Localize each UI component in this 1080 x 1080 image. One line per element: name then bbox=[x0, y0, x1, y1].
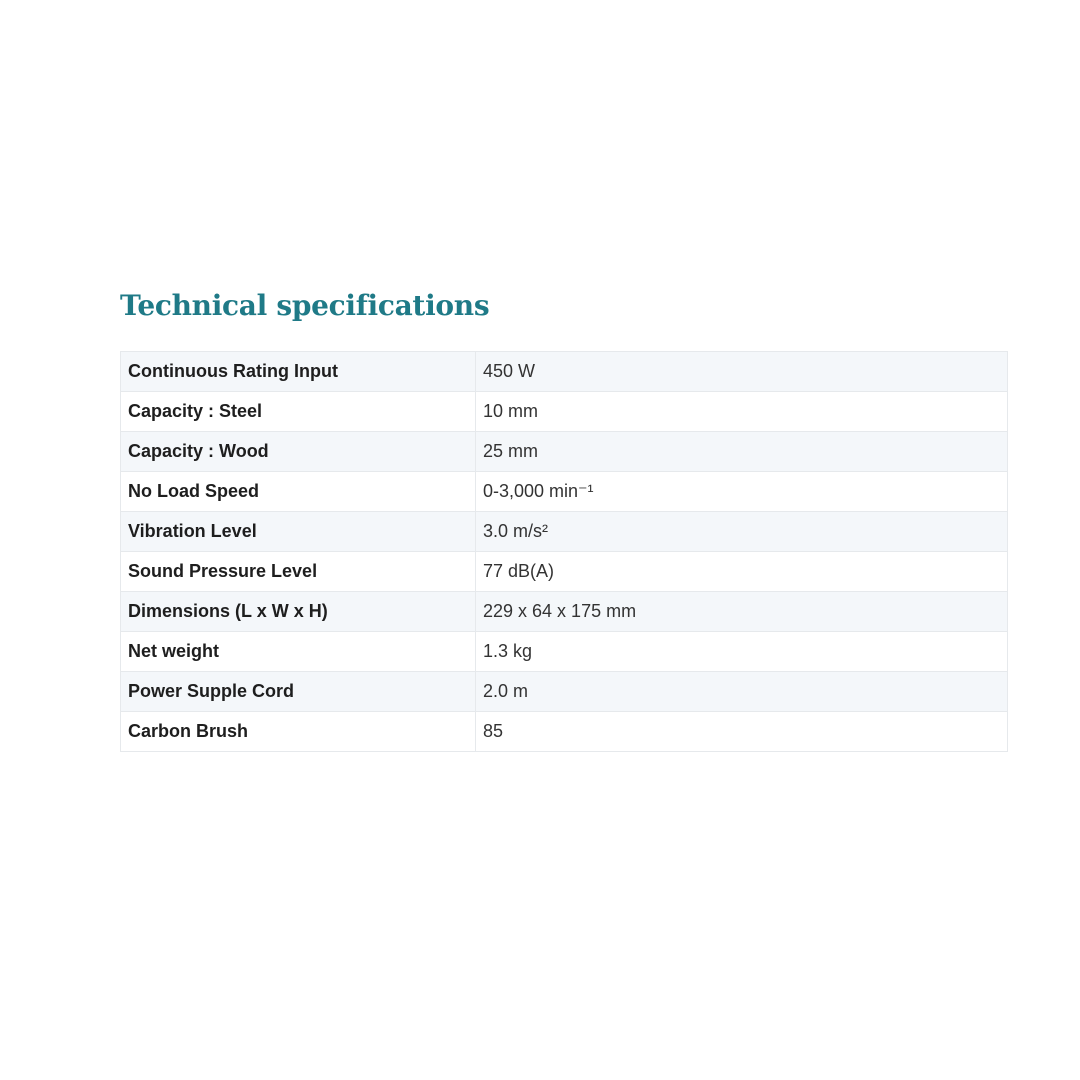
table-row bbox=[121, 512, 1008, 552]
spec-label: Capacity : Wood bbox=[121, 432, 476, 472]
table-row bbox=[121, 432, 1008, 472]
spec-value: 229 x 64 x 175 mm bbox=[476, 592, 1008, 632]
spec-label: Carbon Brush bbox=[121, 712, 476, 752]
table-row bbox=[121, 352, 1008, 392]
spec-label: Capacity : Steel bbox=[121, 392, 476, 432]
section-title: Technical specifications bbox=[120, 289, 490, 322]
table-row bbox=[121, 672, 1008, 712]
spec-label: Continuous Rating Input bbox=[121, 352, 476, 392]
spec-value: 3.0 m/s² bbox=[476, 512, 1008, 552]
spec-value: 85 bbox=[476, 712, 1008, 752]
table-row bbox=[121, 552, 1008, 592]
spec-value: 0-3,000 min⁻¹ bbox=[476, 472, 1008, 512]
table-row bbox=[121, 592, 1008, 632]
spec-label: No Load Speed bbox=[121, 472, 476, 512]
spec-label: Net weight bbox=[121, 632, 476, 672]
spec-label: Sound Pressure Level bbox=[121, 552, 476, 592]
spec-value: 77 dB(A) bbox=[476, 552, 1008, 592]
spec-label: Power Supple Cord bbox=[121, 672, 476, 712]
spec-value: 1.3 kg bbox=[476, 632, 1008, 672]
specifications-table bbox=[120, 351, 1008, 752]
spec-label: Vibration Level bbox=[121, 512, 476, 552]
spec-value: 25 mm bbox=[476, 432, 1008, 472]
spec-label: Dimensions (L x W x H) bbox=[121, 592, 476, 632]
spec-value: 450 W bbox=[476, 352, 1008, 392]
table-row bbox=[121, 392, 1008, 432]
table-row bbox=[121, 472, 1008, 512]
specifications-section bbox=[120, 280, 1008, 752]
table-row bbox=[121, 632, 1008, 672]
table-row bbox=[121, 712, 1008, 752]
spec-value: 2.0 m bbox=[476, 672, 1008, 712]
spec-value: 10 mm bbox=[476, 392, 1008, 432]
